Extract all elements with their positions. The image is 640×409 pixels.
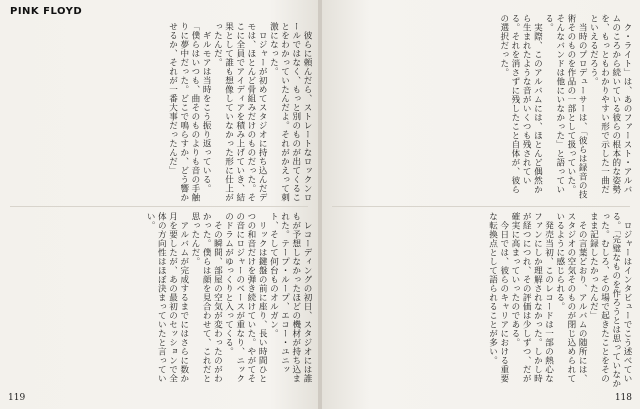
paragraph: アルバムが完成するまでにはさらに数か月を要したが、あの最初のセッションで全体の方向性はほぼ決まっていたと言っていい。: [145, 212, 189, 383]
paragraph: 当時のプロデューサーは、「彼らは録音の技術そのものを作品の一部として扱っていた。そんなバンドは他にいなかった」と語っている。: [543, 14, 588, 199]
left-page-number: 119: [8, 393, 26, 403]
left-top-text-block: [12, 22, 312, 202]
divider: [332, 206, 630, 207]
paragraph: その言葉どおり、アルバムの随所には、スタジオの空気そのものが閉じ込められているように感じられる。: [554, 212, 588, 383]
paragraph: 今日では、彼らのキャリアにおける重要な転換点として語られることが多い。: [487, 212, 509, 383]
left-bottom-text-block: [12, 212, 312, 390]
left-page: [0, 0, 318, 409]
paragraph: リックは鍵盤の前に座り、長い時間ひとつの和音だけを弾き続けていた。やがてその音にロジャーのベースが重なり、ニックのドラムがゆっくりと入ってくる。: [223, 212, 268, 383]
right-page-number: 118: [614, 393, 632, 403]
right-top-text-block: [330, 14, 632, 202]
paragraph: 発売当初、このレコードは一部の熱心なファンにしか理解されなかった。しかし時が経つにつれ、その評価は少しずつ、だが確実に高まっていったのである。: [509, 212, 554, 383]
paragraph: その瞬間、部屋の空気が変わったのがわかった。僕らは顔を見合わせて、これだと思ったんだ。: [189, 212, 223, 383]
paragraph: レコーディングの初日、スタジオには誰もが予想しなかったほどの機材が持ち込まれた。テープ・ループ、エコー・ユニット、そして何台ものオルガン。: [268, 212, 312, 383]
divider: [10, 206, 308, 207]
running-header: PINK FLOYD: [10, 6, 83, 17]
paragraph: ロジャーが初めてスタジオに持ち込んだデモは、ほとんど骨組みだけのものだった。そこに全員でアイディアを積み上げていき、結果として誰も想像していなかった形に仕上がったんだ。: [212, 22, 268, 202]
paragraph: 彼らに頼んだら、ストレートなロックンロールではなく、もっと別のものが出てくることをわかっていたんだよ。それがかえって刺激になった。: [268, 22, 312, 202]
paragraph: ク・ライト」は、あのファースト・アルバムのころから続いている彼らの根本的な姿勢を、もっともわかりやすい形で示した一曲だといえるだろう。: [588, 14, 632, 194]
paragraph: 実際、このアルバムには、ほとんど偶然から生まれたような音がいくつも残されている。それを消さずに残したこと自体が、彼らの選択だった。: [498, 14, 543, 194]
paragraph: ギルモアは当時をこう振り返っている。「僕らはいつも、曲そのものよりも音の手触りに夢中だった。どこで鳴らすか、どう響かせるか、それが一番大事だったんだ」: [167, 22, 212, 202]
right-bottom-text-block: [330, 212, 632, 390]
right-page: [322, 0, 640, 409]
paragraph: ロジャーはインタビューでこう述べている。「完璧なものを作ろうとは思っていなかった。むしろ、その場で起きたことをそのまま記録したかったんだ」: [588, 212, 632, 388]
